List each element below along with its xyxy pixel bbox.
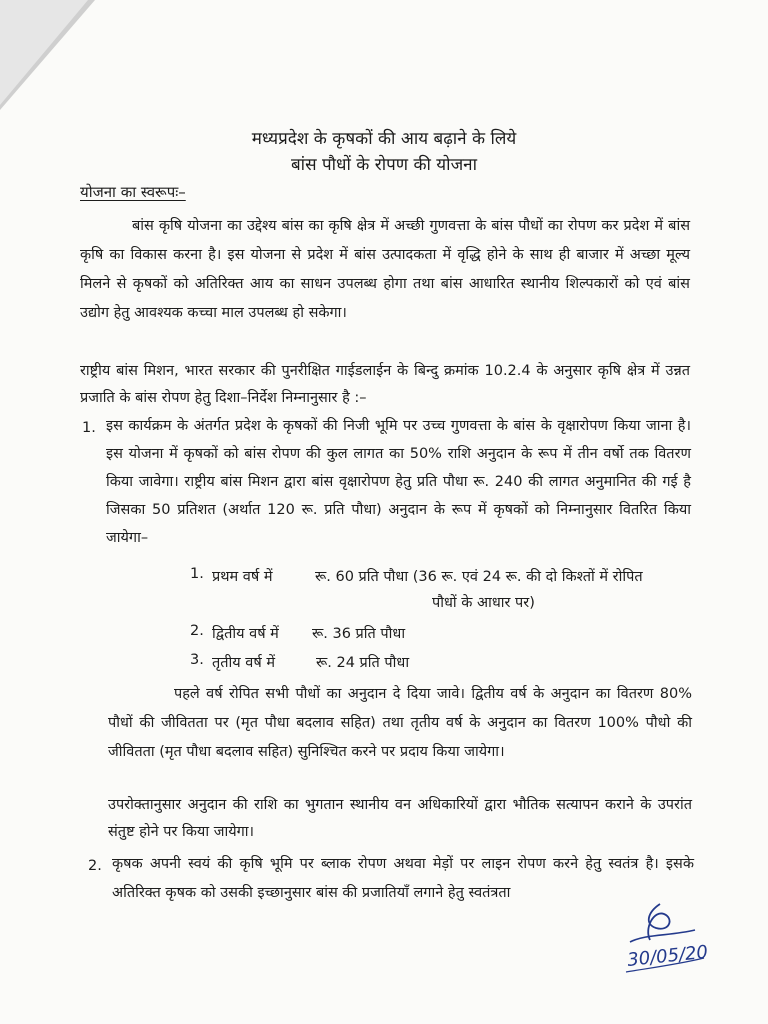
item-2-number: 2. xyxy=(88,858,102,874)
intro-paragraph: बांस कृषि योजना का उद्देश्य बांस का कृषि क्षेत्र में अच्छी गुणवत्ता के बांस पौधों का रोपण कर प्रदेश में बांस कृषि का विकास करना है। इस योजना से प्रदेश में बांस उत्पादकता में वृद्धि होने के साथ ही बाजार में अच्छा मूल्य मिलने से कृषकों को अतिरिक्त आय का साधन उपलब्ध होगा तथा बांस आधारित स्थानीय शिल्पकारों को एवं बांस उद्योग हेतु आवश्यक कच्चा माल उपलब्ध हो सकेगा। xyxy=(80,218,690,321)
section-heading: योजना का स्वरूपः– xyxy=(80,183,186,201)
item-1-text: इस कार्यक्रम के अंतर्गत प्रदेश के कृषकों की निजी भूमि पर उच्च गुणवत्ता के बांस के वृक्षारोपण किया जाना है। इस योजना में कृषकों को बांस रोपण की कुल लागत का 50% राशि अनुदान के रूप में तीन वर्षो तक वितरण किया जावेगा। राष्ट्रीय बांस मिशन द्वारा बांस वृक्षारोपण हेतु प्रति पौधा रू. 240 की लागत अनुमानित की गई है जिसका 50 प्रतिशत (अर्थात 120 रू. प्रति पौधा) अनुदान के रूप में कृषकों को निम्नानुसार वितरित किया जायेगा– xyxy=(106,418,691,546)
document-title-line-1: मध्यप्रदेश के कृषकों की आय बढ़ाने के लिये xyxy=(251,129,517,149)
signature-date: 30/05/20 xyxy=(626,941,709,971)
signature xyxy=(600,898,710,978)
subitem-2-year: द्वितीय वर्ष में xyxy=(212,626,279,642)
item-1-number: 1. xyxy=(82,420,96,436)
subitem-2-amount: रू. 36 प्रति पौधा xyxy=(312,626,406,642)
subitem-1-number: 1. xyxy=(190,566,204,582)
subitem-1-year: प्रथम वर्ष में xyxy=(212,569,273,585)
subitem-3-year: तृतीय वर्ष में xyxy=(212,655,276,671)
folded-corner-shade xyxy=(0,0,88,105)
item-2-text: कृषक अपनी स्वयं की कृषि भूमि पर ब्लाक रोपण अथवा मेड़ों पर लाइन रोपण करने हेतु स्वतंत्र है। इसके अतिरिक्त कृषक को उसकी इच्छानुसार बांस की प्रजातियाँ लगाने हेतु स्वतंत्रता xyxy=(112,856,694,901)
subitem-1-amount: रू. 60 प्रति पौधा (36 रू. एवं 24 रू. की दो किश्तों में रोपित xyxy=(315,569,643,585)
subitem-1-continued: पौधों के आधार पर) xyxy=(432,595,535,611)
subitem-3-amount: रू. 24 प्रति पौधा xyxy=(316,655,410,671)
document-title-line-2: बांस पौधों के रोपण की योजना xyxy=(290,155,478,175)
subsidy-distribution-paragraph: पहले वर्ष रोपित सभी पौधों का अनुदान दे दिया जावे। द्वितीय वर्ष के अनुदान का वितरण 80% पौधों की जीवितता पर (मृत पौधा बदलाव सहित) तथा तृतीय वर्ष के अनुदान का वितरण 100% पौधो की जीवितता (मृत पौधा बदलाव सहित) सुनिश्चित करने पर प्रदाय किया जायेगा। xyxy=(108,686,692,760)
guideline-paragraph: राष्ट्रीय बांस मिशन, भारत सरकार की पुनरीक्षित गाईडलाईन के बिन्दु क्रमांक 10.2.4 के अनुसार कृषि क्षेत्र में उन्नत प्रजाति के बांस रोपण हेतु दिशा–निर्देश निम्नानुसार है :– xyxy=(80,363,690,406)
subitem-3-number: 3. xyxy=(190,652,204,668)
payment-paragraph: उपरोक्तानुसार अनुदान की राशि का भुगतान स्थानीय वन अधिकारियों द्वारा भौतिक सत्यापन कराने के उपरांत संतुष्ट होने पर किया जायेगा। xyxy=(108,797,692,840)
subitem-2-number: 2. xyxy=(190,623,204,639)
